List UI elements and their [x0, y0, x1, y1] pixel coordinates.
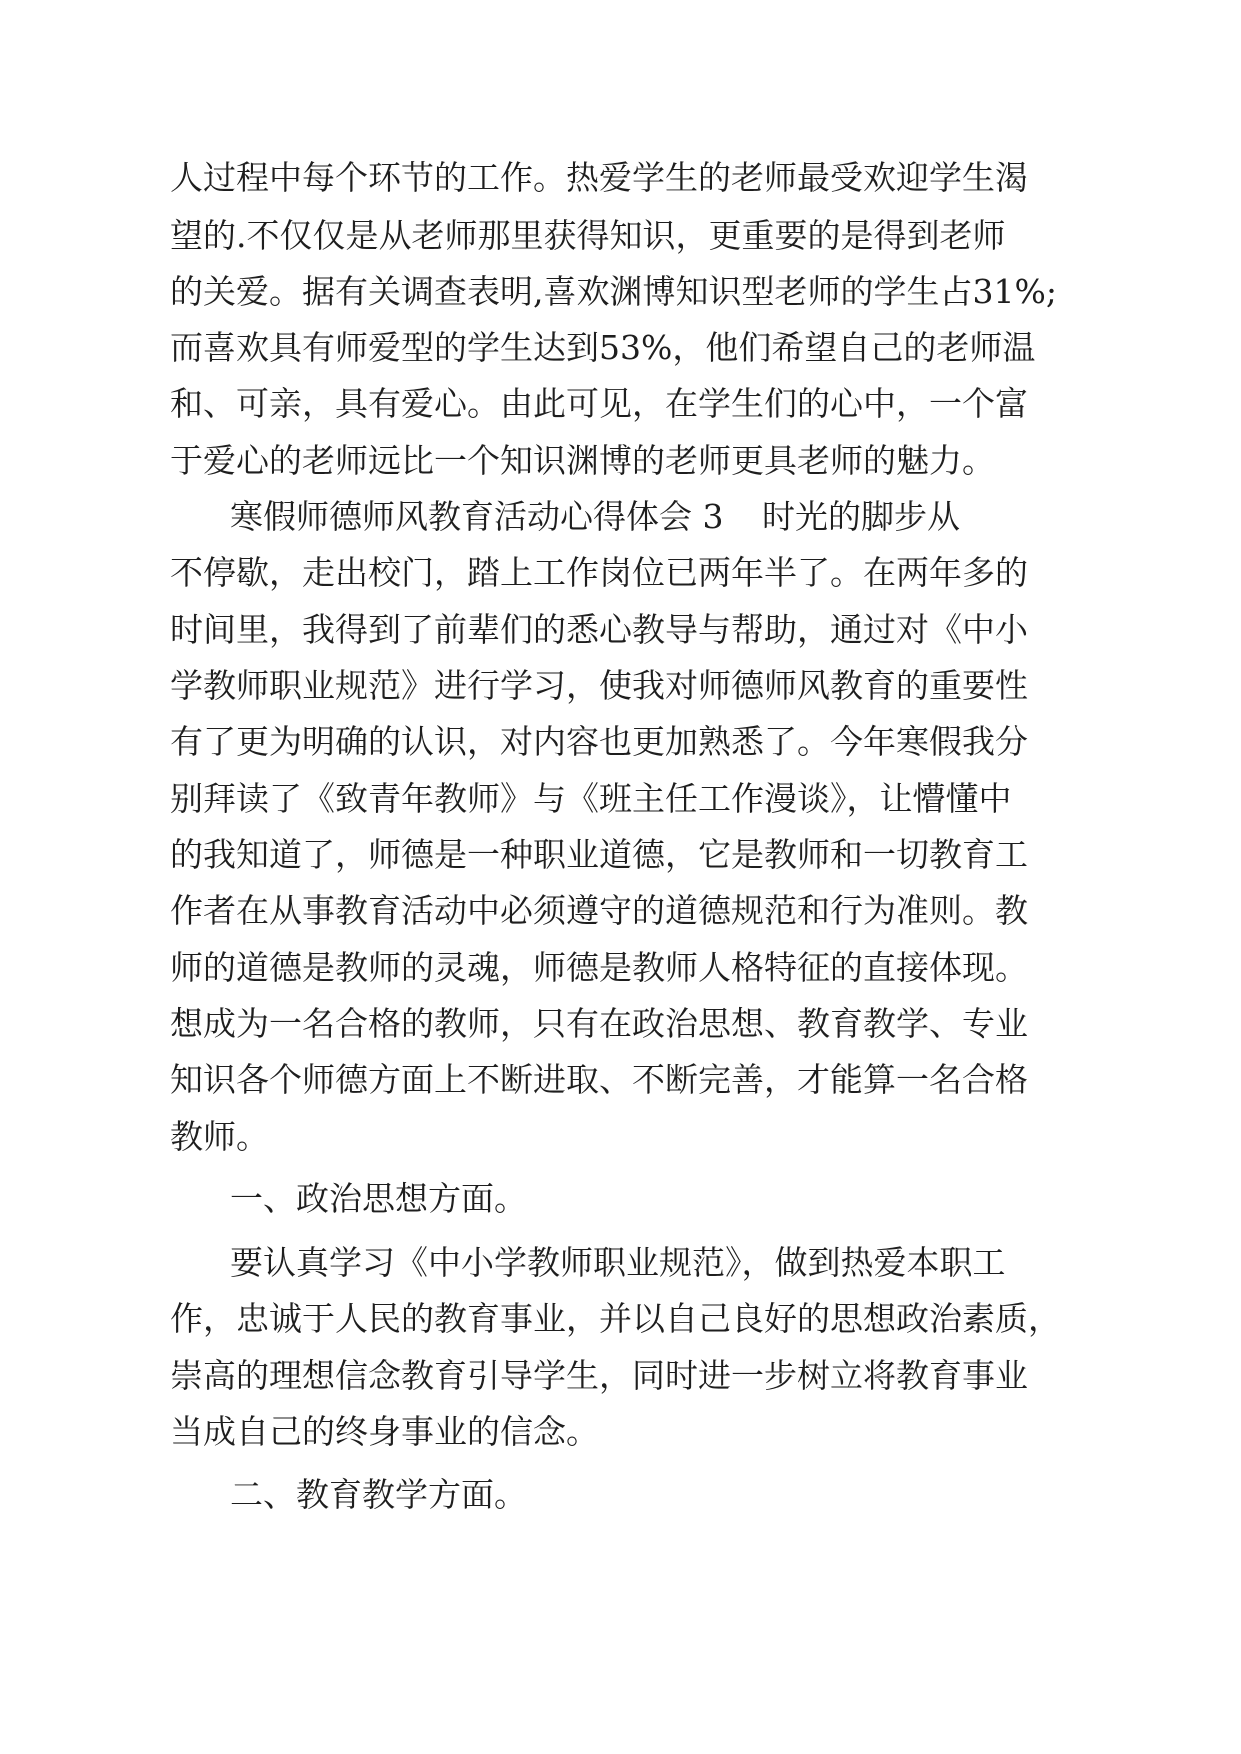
line-text: 时光的脚步从	[762, 497, 960, 536]
line-text: 别拜读了《致青年教师》与《班主任工作漫谈》，让懵懂中	[170, 779, 1012, 818]
line-text: 而喜欢具有师爱型的学生达到53%，他们希望自己的老师温	[170, 328, 1036, 367]
line-text: 望的.不仅仅是从老师那里获得知识，更重要的是得到老师	[170, 216, 1006, 255]
line-text: 作，忠诚于人民的教育事业，并以自己良好的思想政治素质，	[170, 1299, 1061, 1338]
line-text: 时间里，我得到了前辈们的悉心教导与帮助，通过对《中小	[170, 610, 1028, 649]
line-text: 知识各个师德方面上不断进取、不断完善，才能算一名合格	[170, 1060, 1028, 1099]
line-text: 作者在从事教育活动中必须遵守的道德规范和行为准则。教	[170, 891, 1028, 930]
text-line	[0, 1237, 1241, 1297]
text-line	[0, 1350, 1241, 1410]
line-text: 学教师职业规范》进行学习，使我对师德师风教育的重要性	[170, 666, 1028, 705]
text-line	[0, 1173, 1241, 1233]
text-line	[0, 322, 1241, 382]
text-line	[0, 1406, 1241, 1466]
line-text: 当成自己的终身事业的信念。	[170, 1412, 599, 1451]
text-line	[0, 491, 1241, 551]
text-line	[0, 829, 1241, 889]
text-line	[0, 1054, 1241, 1114]
text-line	[0, 716, 1241, 776]
text-line	[0, 210, 1241, 270]
text-line	[0, 1469, 1241, 1529]
text-line	[0, 942, 1241, 1002]
line-text: 教师。	[170, 1117, 269, 1156]
line-text: 于爱心的老师远比一个知识渊博的老师更具老师的魅力。	[170, 441, 995, 480]
text-line	[0, 1111, 1241, 1171]
text-line	[0, 885, 1241, 945]
line-text: 和、可亲，具有爱心。由此可见，在学生们的心中，一个富	[170, 384, 1028, 423]
text-line	[0, 152, 1241, 212]
line-text: 的关爱。据有关调查表明,喜欢渊博知识型老师的学生占31%;	[170, 272, 1057, 311]
line-text: 要认真学习《中小学教师职业规范》，做到热爱本职工	[230, 1243, 1006, 1282]
text-line	[0, 660, 1241, 720]
text-line	[0, 1293, 1241, 1353]
line-text: 师的道德是教师的灵魂，师德是教师人格特征的直接体现。	[170, 948, 1028, 987]
text-line	[0, 266, 1241, 326]
section-heading: 寒假师德师风教育活动心得体会 3	[230, 497, 724, 536]
text-line	[0, 604, 1241, 664]
line-text: 崇高的理想信念教育引导学生，同时进一步树立将教育事业	[170, 1356, 1028, 1395]
text-line	[0, 998, 1241, 1058]
line-text: 有了更为明确的认识，对内容也更加熟悉了。今年寒假我分	[170, 722, 1028, 761]
text-line	[0, 435, 1241, 495]
section-heading: 一、政治思想方面。	[230, 1179, 527, 1218]
text-line	[0, 378, 1241, 438]
line-text: 不停歇，走出校门，踏上工作岗位已两年半了。在两年多的	[170, 553, 1028, 592]
text-line	[0, 773, 1241, 833]
line-text: 想成为一名合格的教师，只有在政治思想、教育教学、专业	[170, 1004, 1028, 1043]
text-line	[0, 547, 1241, 607]
line-text: 人过程中每个环节的工作。热爱学生的老师最受欢迎学生渴	[170, 158, 1028, 197]
line-text: 的我知道了，师德是一种职业道德，它是教师和一切教育工	[170, 835, 1028, 874]
section-heading: 二、教育教学方面。	[230, 1475, 527, 1514]
